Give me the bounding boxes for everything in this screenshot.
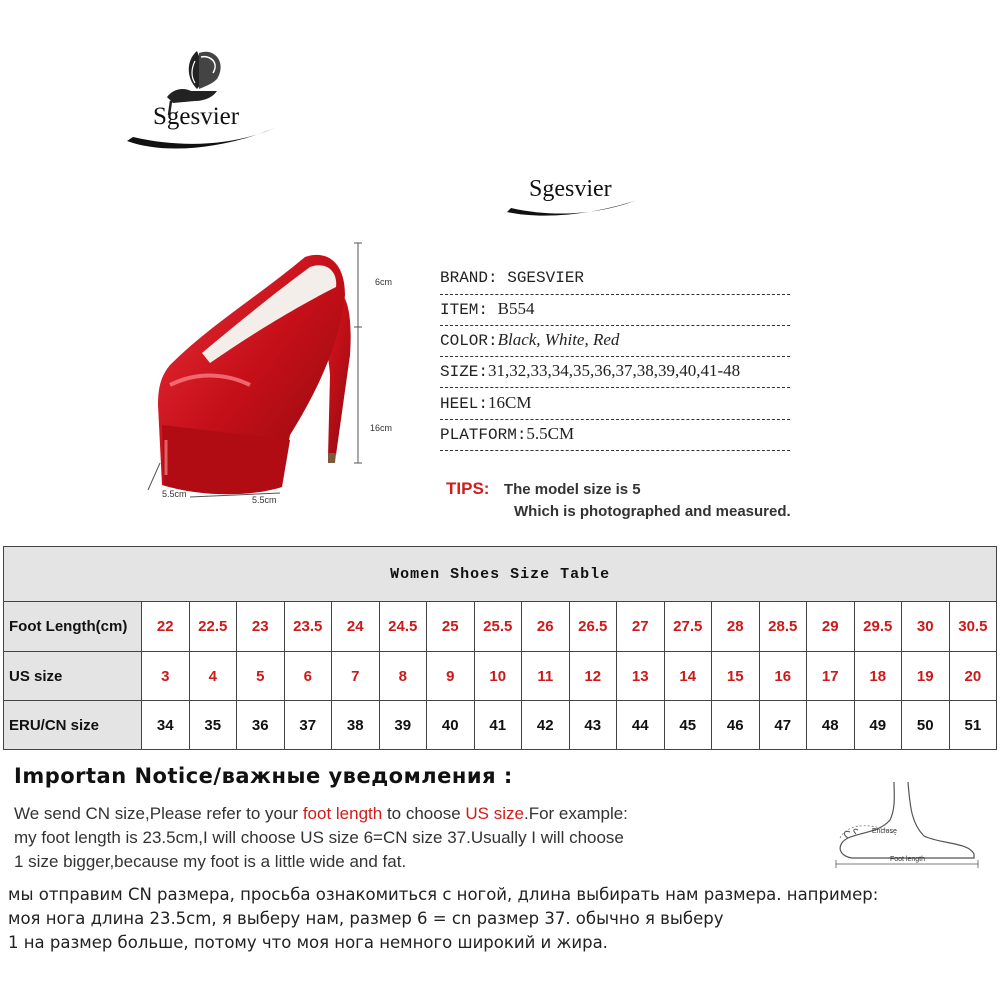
table-cell: 27.5 bbox=[664, 602, 712, 652]
table-cell: 27 bbox=[617, 602, 665, 652]
table-cell: 34 bbox=[142, 701, 190, 750]
product-shoe-image bbox=[140, 235, 400, 520]
table-cell: 37 bbox=[284, 701, 332, 750]
table-cell: 38 bbox=[332, 701, 380, 750]
table-cell: 43 bbox=[569, 701, 617, 750]
notice-text: We send CN size,Please refer to your bbox=[14, 804, 303, 823]
table-cell: 23 bbox=[237, 602, 285, 652]
table-cell: 3 bbox=[142, 652, 190, 701]
table-cell: 24 bbox=[332, 602, 380, 652]
table-row bbox=[4, 701, 997, 750]
foot-length-label: Foot length bbox=[890, 856, 926, 863]
spec-row-size bbox=[440, 359, 790, 388]
notice-en-line-3: 1 size bigger,because my foot is a little wide and fat. bbox=[14, 852, 407, 871]
notice-text: to choose bbox=[382, 804, 466, 823]
foot-length-highlight: foot length bbox=[302, 804, 383, 823]
table-cell: 5 bbox=[237, 652, 285, 701]
notice-ru-line-2: моя нога длина 23.5cm, я выберу нам, размер 6 = cn размер 37. обычно я выберу bbox=[8, 909, 724, 928]
table-cell: 19 bbox=[902, 652, 950, 701]
tips-key: TIPS: bbox=[446, 479, 490, 498]
size-table-title: Women Shoes Size Table bbox=[4, 547, 997, 602]
table-cell: 48 bbox=[807, 701, 855, 750]
table-cell: 6 bbox=[284, 652, 332, 701]
table-cell: 22 bbox=[142, 602, 190, 652]
table-cell: 24.5 bbox=[379, 602, 427, 652]
table-cell: 18 bbox=[854, 652, 902, 701]
red-platform-pump-icon bbox=[140, 235, 400, 520]
brand-logo-mid bbox=[505, 168, 640, 218]
spec-row-brand bbox=[440, 266, 790, 295]
table-cell: 28.5 bbox=[759, 602, 807, 652]
spec-label: HEEL: bbox=[440, 395, 489, 413]
brand-logo-top bbox=[125, 45, 285, 155]
dim-upper-label: 6cm bbox=[375, 277, 393, 287]
dim-heel-label: 16cm bbox=[370, 423, 393, 433]
spec-label: SIZE: bbox=[440, 363, 489, 381]
notice-text: .For example: bbox=[523, 804, 628, 823]
logo-text-top: Sgesvier bbox=[153, 103, 240, 130]
logo-text-mid: Sgesvier bbox=[529, 176, 612, 202]
dim-platform-side-label: 5.5cm bbox=[162, 489, 187, 499]
spec-value: B554 bbox=[497, 299, 535, 318]
notice-en-line-2: my foot length is 23.5cm,I will choose US size 6=CN size 37.Usually I will choose bbox=[14, 828, 624, 847]
butterfly-shoe-icon bbox=[125, 45, 285, 155]
spec-value: SGESVIER bbox=[507, 269, 585, 287]
table-cell: 49 bbox=[854, 701, 902, 750]
table-cell: 45 bbox=[664, 701, 712, 750]
notice-ru-line-1: мы отправим CN размера, просьба ознакомиться с ногой, длина выбирать нам размера. например: bbox=[8, 885, 879, 904]
table-cell: 47 bbox=[759, 701, 807, 750]
row-head-foot-length: Foot Length(cm) bbox=[4, 602, 142, 652]
table-cell: 26.5 bbox=[569, 602, 617, 652]
table-cell: 13 bbox=[617, 652, 665, 701]
table-cell: 46 bbox=[712, 701, 760, 750]
size-table bbox=[3, 546, 997, 750]
table-cell: 51 bbox=[949, 701, 997, 750]
spec-label: BRAND: bbox=[440, 269, 498, 287]
table-cell: 22.5 bbox=[189, 602, 237, 652]
table-cell: 15 bbox=[712, 652, 760, 701]
notice-ru-line-3: 1 на размер больше, потому что моя нога немного широкий и жира. bbox=[8, 933, 608, 952]
table-cell: 35 bbox=[189, 701, 237, 750]
table-cell: 26 bbox=[522, 602, 570, 652]
table-cell: 30.5 bbox=[949, 602, 997, 652]
table-cell: 41 bbox=[474, 701, 522, 750]
table-cell: 10 bbox=[474, 652, 522, 701]
table-cell: 25.5 bbox=[474, 602, 522, 652]
spec-row-item bbox=[440, 297, 790, 326]
table-cell: 11 bbox=[522, 652, 570, 701]
enclose-label: Enclose bbox=[872, 828, 897, 835]
table-cell: 12 bbox=[569, 652, 617, 701]
spec-row-color bbox=[440, 328, 790, 357]
spec-row-heel bbox=[440, 391, 790, 420]
table-cell: 40 bbox=[427, 701, 475, 750]
table-cell: 42 bbox=[522, 701, 570, 750]
table-cell: 7 bbox=[332, 652, 380, 701]
table-cell: 50 bbox=[902, 701, 950, 750]
spec-label: ITEM: bbox=[440, 301, 489, 319]
spec-label: PLATFORM: bbox=[440, 426, 527, 444]
spec-value: 5.5CM bbox=[526, 424, 575, 443]
tips-line-1: The model size is 5 bbox=[503, 481, 641, 498]
table-cell: 30 bbox=[902, 602, 950, 652]
swoosh-icon bbox=[505, 198, 640, 218]
spec-value: 31,32,33,34,35,36,37,38,39,40,41-48 bbox=[488, 361, 741, 380]
table-cell: 36 bbox=[237, 701, 285, 750]
foot-diagram bbox=[828, 778, 988, 873]
table-cell: 44 bbox=[617, 701, 665, 750]
table-cell: 8 bbox=[379, 652, 427, 701]
table-cell: 23.5 bbox=[284, 602, 332, 652]
notice-title: Importan Notice/важные уведомления : bbox=[14, 764, 513, 788]
spec-value: 16CM bbox=[488, 393, 532, 412]
tips-block bbox=[446, 479, 846, 520]
table-row bbox=[4, 602, 997, 652]
table-cell: 14 bbox=[664, 652, 712, 701]
row-head-us-size: US size bbox=[4, 652, 142, 701]
table-cell: 29.5 bbox=[854, 602, 902, 652]
table-cell: 4 bbox=[189, 652, 237, 701]
table-cell: 39 bbox=[379, 701, 427, 750]
spec-row-platform bbox=[440, 422, 790, 451]
notice-en-line-1 bbox=[14, 804, 628, 824]
table-cell: 16 bbox=[759, 652, 807, 701]
dim-platform-front-label: 5.5cm bbox=[252, 495, 277, 505]
row-head-eru-cn-size: ERU/CN size bbox=[4, 701, 142, 750]
table-cell: 29 bbox=[807, 602, 855, 652]
us-size-highlight: US size bbox=[465, 804, 524, 823]
table-cell: 17 bbox=[807, 652, 855, 701]
table-row bbox=[4, 652, 997, 701]
table-cell: 25 bbox=[427, 602, 475, 652]
table-cell: 20 bbox=[949, 652, 997, 701]
tips-line-2: Which is photographed and measured. bbox=[514, 503, 791, 520]
spec-value: Black, White, Red bbox=[497, 330, 620, 349]
spec-label: COLOR: bbox=[440, 332, 498, 350]
table-cell: 28 bbox=[712, 602, 760, 652]
table-cell: 9 bbox=[427, 652, 475, 701]
